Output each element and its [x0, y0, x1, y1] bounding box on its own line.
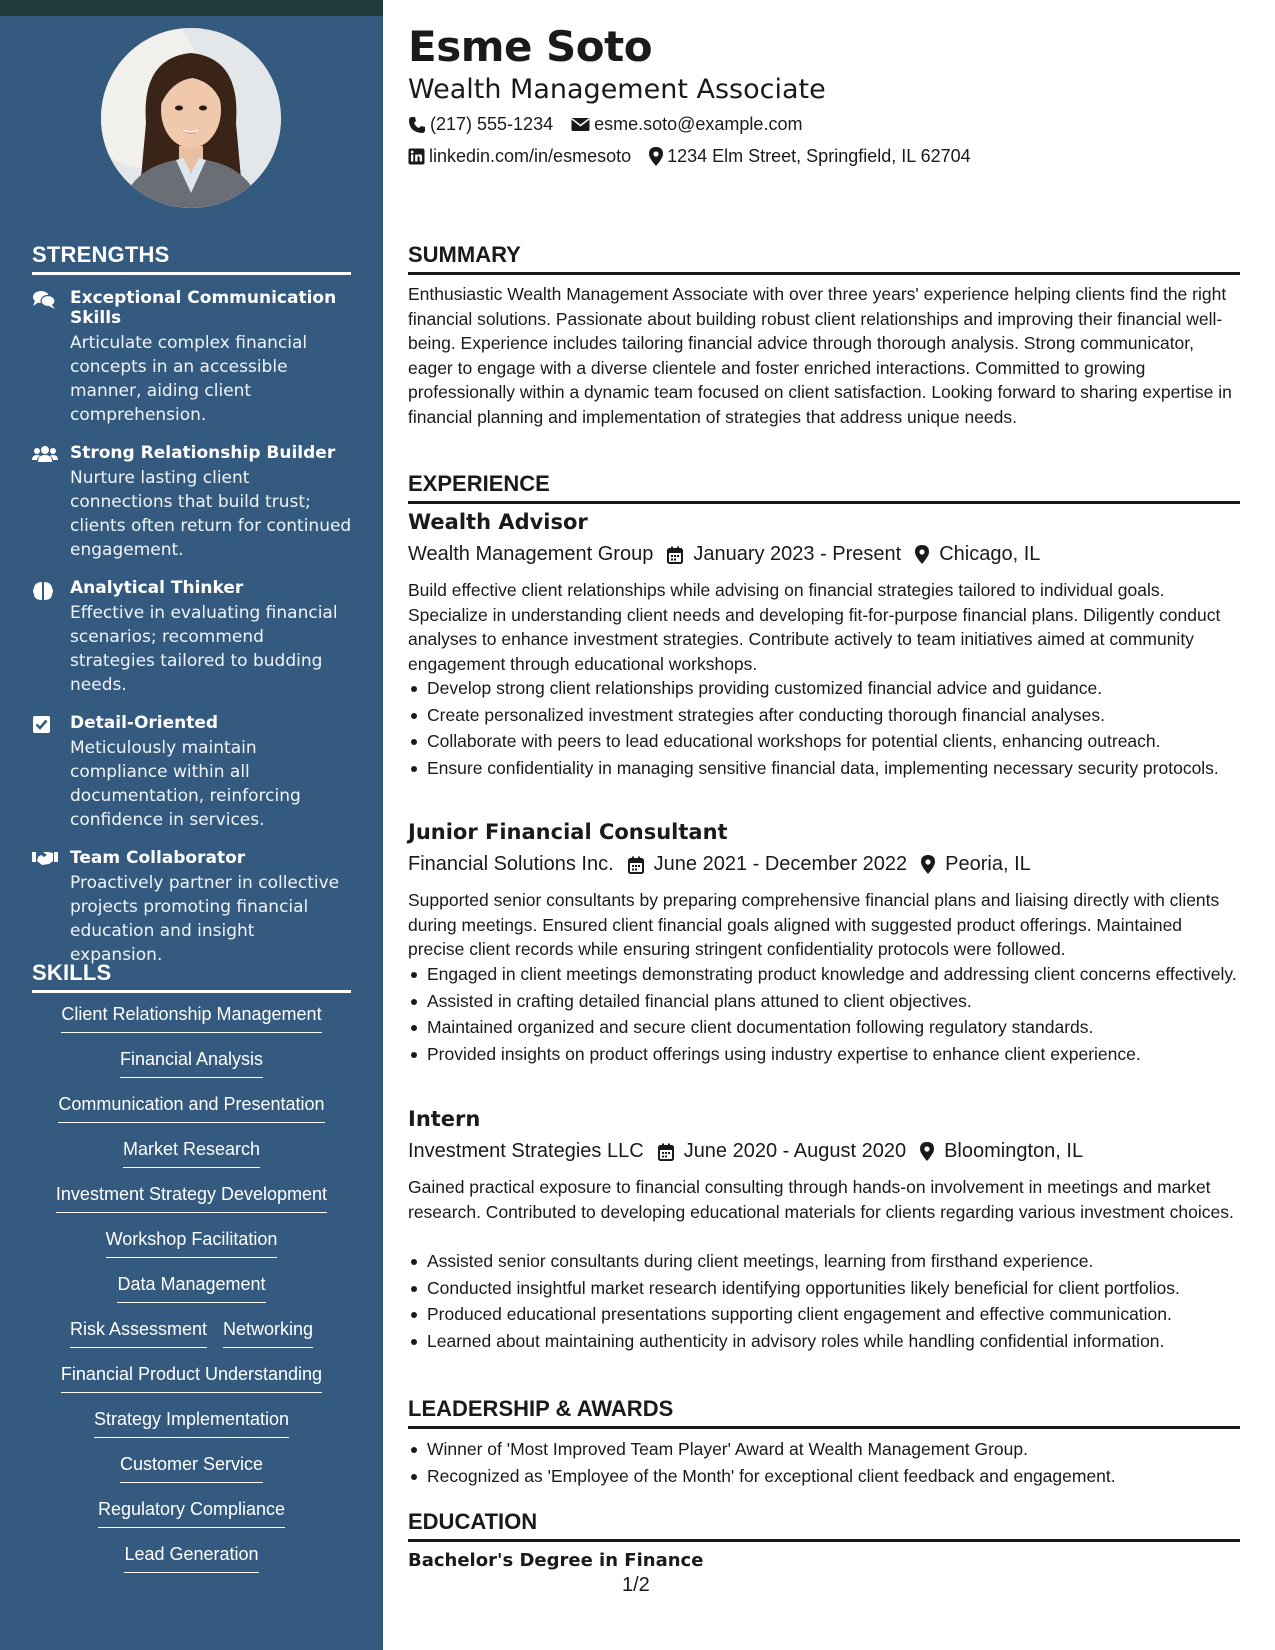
- job-description: Build effective client relationships while advising on financial strategies tailored to individual goals. Specialize in understanding client needs and developing fit-for-purpose financial plans. Diligently conduct analyses to enhance investment strategies. Contribute actively to team initiatives aimed at community engagement through educational workshops.: [408, 580, 1221, 674]
- education-title: EDUCATION: [408, 1509, 1240, 1542]
- profile-photo: [101, 28, 281, 208]
- linkedin-text[interactable]: linkedin.com/in/esmesoto: [429, 146, 632, 166]
- strength-description: Nurture lasting client connections that build trust; clients often return for continued engagement.: [70, 468, 352, 560]
- job-meta: [408, 543, 1054, 566]
- skills-list: [32, 1004, 351, 1589]
- strength-title: Team Collaborator: [70, 848, 246, 868]
- comments-icon: [32, 288, 70, 427]
- phone-icon: [408, 116, 426, 134]
- job-company: Wealth Management Group: [408, 543, 654, 565]
- job-description: Supported senior consultants by preparing comprehensive financial plans and liaising directly with clients during meetings. Ensured client financial goals aligned with suggested product offerings. Maintained precise client records while ensuring stringent confidentiality protocols were followed.: [408, 890, 1220, 959]
- strength-title: Detail-Oriented: [70, 713, 219, 733]
- strength-item: [32, 443, 352, 562]
- skill-tag: Customer Service: [120, 1454, 263, 1483]
- strength-item: [32, 288, 352, 427]
- list-item: Assisted in crafting detailed financial plans attuned to client objectives.: [408, 989, 1240, 1014]
- contact-row-1: [408, 114, 820, 135]
- email-text[interactable]: esme.soto@example.com: [594, 114, 803, 134]
- skill-tag: Strategy Implementation: [94, 1409, 289, 1438]
- job-dates: June 2020 - August 2020: [683, 1140, 907, 1162]
- list-item: Collaborate with peers to lead educational workshops for potential clients, enhancing outreach.: [408, 729, 1240, 754]
- job-bullets: [408, 962, 1240, 1068]
- list-item: Conducted insightful market research identifying opportunities likely beneficial for client portfolios.: [408, 1276, 1240, 1301]
- list-item: Produced educational presentations supporting client engagement and effective communication.: [408, 1302, 1240, 1327]
- handshake-icon: [32, 848, 70, 967]
- job-dates: January 2023 - Present: [693, 543, 902, 565]
- calendar-icon: [628, 856, 644, 874]
- page-number: 1/2: [622, 1574, 650, 1596]
- job-role: Junior Financial Consultant: [408, 820, 728, 844]
- linkedin-icon: [408, 148, 425, 165]
- skill-tag: Financial Analysis: [120, 1049, 263, 1078]
- job-company: Investment Strategies LLC: [408, 1140, 644, 1162]
- skills-title: SKILLS: [32, 960, 351, 993]
- leadership-list: [408, 1437, 1240, 1490]
- job-location: Peoria, IL: [945, 853, 1031, 875]
- check-square-icon: [32, 713, 70, 832]
- candidate-name: Esme Soto: [408, 22, 653, 71]
- list-item: Develop strong client relationships providing customized financial advice and guidance.: [408, 676, 1240, 701]
- strengths-list: [32, 288, 352, 983]
- skill-tag: Client Relationship Management: [61, 1004, 321, 1033]
- brain-icon: [32, 578, 70, 697]
- job-role: Wealth Advisor: [408, 510, 588, 534]
- strength-title: Exceptional Communication Skills: [70, 288, 337, 328]
- job-bullets: [408, 676, 1240, 782]
- candidate-title: Wealth Management Associate: [408, 74, 826, 105]
- job-meta: [408, 1140, 1097, 1163]
- list-item: Engaged in client meetings demonstrating product knowledge and addressing client concerns effectively.: [408, 962, 1240, 987]
- list-item: Learned about maintaining authenticity in advisory roles while handling confidential information.: [408, 1329, 1240, 1354]
- skill-tag: Communication and Presentation: [58, 1094, 324, 1123]
- list-item: Maintained organized and secure client documentation following regulatory standards.: [408, 1015, 1240, 1040]
- strength-title: Analytical Thinker: [70, 578, 244, 598]
- email-contact: [571, 114, 802, 135]
- map-pin-icon: [921, 855, 935, 874]
- leadership-title: LEADERSHIP & AWARDS: [408, 1396, 1240, 1429]
- job-dates: June 2021 - December 2022: [653, 853, 908, 875]
- list-item: Winner of 'Most Improved Team Player' Award at Wealth Management Group.: [408, 1437, 1240, 1462]
- list-item: Create personalized investment strategies after conducting thorough financial analyses.: [408, 703, 1240, 728]
- job-company: Financial Solutions Inc.: [408, 853, 614, 875]
- phone-text[interactable]: (217) 555-1234: [430, 114, 554, 134]
- skill-tag: Data Management: [117, 1274, 265, 1303]
- skill-tag: Risk Assessment: [70, 1319, 207, 1348]
- strength-description: Articulate complex financial concepts in an accessible manner, aiding client comprehension.: [70, 333, 308, 425]
- sidebar-top-bar: [0, 0, 383, 16]
- strength-description: Meticulously maintain compliance within all documentation, reinforcing confidence in services.: [70, 738, 301, 830]
- skill-tag: Market Research: [123, 1139, 260, 1168]
- experience-title: EXPERIENCE: [408, 471, 1240, 504]
- sidebar: [0, 0, 383, 1650]
- job-bullets: [408, 1249, 1240, 1355]
- skill-tag: Financial Product Understanding: [61, 1364, 322, 1393]
- skill-tag: Regulatory Compliance: [98, 1499, 285, 1528]
- envelope-icon: [571, 117, 590, 132]
- strength-item: [32, 848, 352, 967]
- phone-contact: [408, 114, 553, 135]
- job-role: Intern: [408, 1107, 481, 1131]
- skill-tag: Workshop Facilitation: [106, 1229, 278, 1258]
- users-icon: [32, 443, 70, 562]
- strength-item: [32, 713, 352, 832]
- list-item: Recognized as 'Employee of the Month' for exceptional client feedback and engagement.: [408, 1464, 1240, 1489]
- list-item: Provided insights on product offerings using industry expertise to enhance client experience.: [408, 1042, 1240, 1067]
- job-location: Chicago, IL: [939, 543, 1041, 565]
- address-text: 1234 Elm Street, Springfield, IL 62704: [667, 146, 971, 166]
- skill-tag: Networking: [223, 1319, 313, 1348]
- map-pin-icon: [915, 545, 929, 564]
- list-item: Assisted senior consultants during client meetings, learning from firsthand experience.: [408, 1249, 1240, 1274]
- strength-description: Proactively partner in collective projects promoting financial education and insight expansion.: [70, 873, 340, 965]
- skill-tag: Lead Generation: [124, 1544, 258, 1573]
- map-pin-icon: [920, 1142, 934, 1161]
- education-degree: Bachelor's Degree in Finance: [408, 1550, 704, 1571]
- calendar-icon: [658, 1143, 674, 1161]
- skill-tag: Investment Strategy Development: [56, 1184, 327, 1213]
- strengths-title: STRENGTHS: [32, 242, 351, 275]
- summary-title: SUMMARY: [408, 242, 1240, 275]
- linkedin-contact: [408, 146, 631, 167]
- address-contact: [649, 146, 971, 167]
- job-location: Bloomington, IL: [944, 1140, 1084, 1162]
- job-meta: [408, 853, 1045, 876]
- calendar-icon: [667, 546, 683, 564]
- list-item: Ensure confidentiality in managing sensitive financial data, implementing necessary security protocols.: [408, 756, 1240, 781]
- job-description: Gained practical exposure to financial consulting through hands-on involvement in meetings and market research. Contributed to developing educational materials for clients regarding various investment choices.: [408, 1177, 1234, 1222]
- summary-text: Enthusiastic Wealth Management Associate with over three years' experience helping clients find the right financial solutions. Passionate about building robust client relationships and improving their financial well-being. Experience includes tailoring financial advice through thorough analysis. Strong communicator, eager to engage with a diverse clientele and foster enriched interactions. Committed to growing professionally within a dynamic team focused on client satisfaction. Looking forward to sharing expertise in financial planning and implementation of strategies that address unique needs.: [408, 284, 1232, 427]
- strength-title: Strong Relationship Builder: [70, 443, 336, 463]
- contact-row-2: [408, 146, 989, 167]
- strength-item: [32, 578, 352, 697]
- strength-description: Effective in evaluating financial scenarios; recommend strategies tailored to budding needs.: [70, 603, 338, 695]
- map-pin-icon: [649, 147, 663, 166]
